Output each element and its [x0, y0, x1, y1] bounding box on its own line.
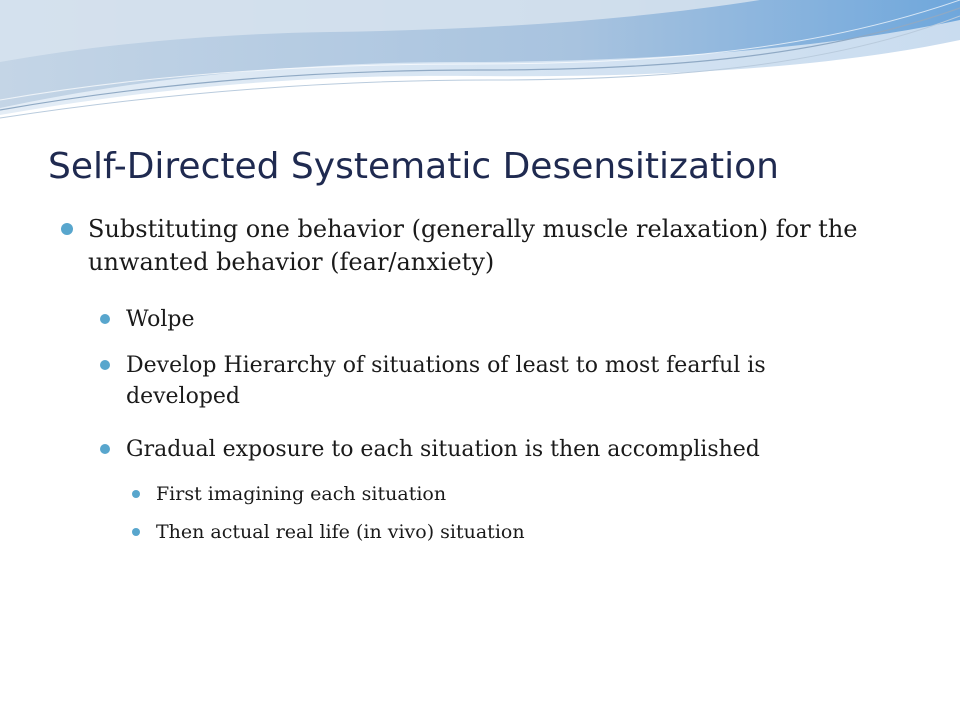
bullet-dot-icon — [100, 444, 110, 454]
slide-title: Self-Directed Systematic Desensitization — [48, 146, 779, 187]
bullet-item — [126, 434, 886, 465]
bullet-text: Then actual real life (in vivo) situation — [156, 521, 525, 543]
bullet-item — [156, 481, 856, 507]
bullet-dot-icon — [132, 528, 140, 536]
header-wave-decoration — [0, 0, 960, 130]
bullet-text: Wolpe — [126, 307, 195, 332]
bullet-text: Gradual exposure to each situation is then accomplished — [126, 437, 760, 462]
bullet-item — [126, 304, 886, 335]
bullet-text: First imagining each situation — [156, 483, 447, 505]
bullet-text: Substituting one behavior (generally muscle relaxation) for the unwanted behavior (fear/anxiety) — [88, 215, 858, 276]
bullet-dot-icon — [100, 360, 110, 370]
bullet-dot-icon — [100, 314, 110, 324]
bullet-item — [88, 213, 868, 279]
bullet-item — [156, 519, 856, 545]
bullet-dot-icon — [61, 223, 73, 235]
bullet-text: Develop Hierarchy of situations of least to most fearful is developed — [126, 353, 766, 409]
bullet-item — [126, 350, 886, 412]
bullet-dot-icon — [132, 490, 140, 498]
